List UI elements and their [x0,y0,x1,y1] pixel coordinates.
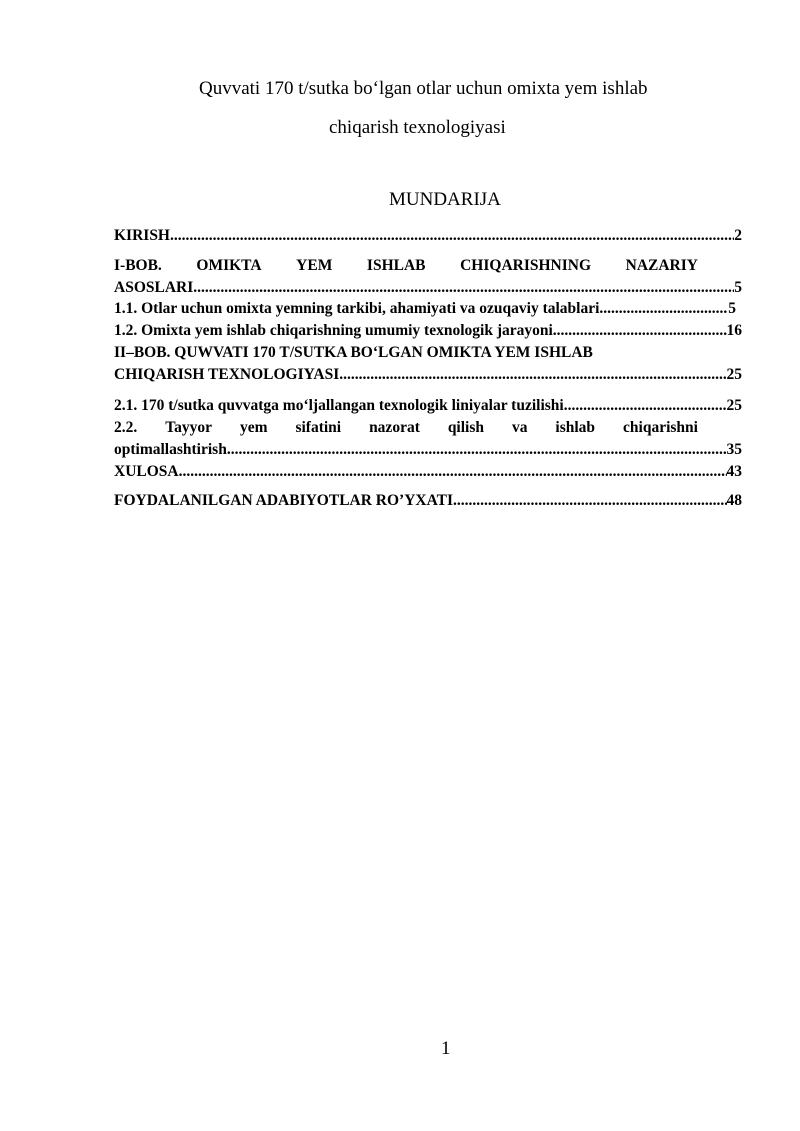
toc-leader-dots [170,225,734,247]
toc-word: nazorat [369,419,420,436]
toc-leader-dots [179,461,727,483]
toc-label: FOYDALANILGAN ADABIYOTLAR RO’YXATI [114,492,454,509]
toc-entry-section-1-2[interactable] [114,320,742,342]
toc-word: Tayyor [165,419,212,436]
toc-label: CHIQARISH TEXNOLOGIYASI [114,366,340,383]
toc-label: 1.1. Otlar uchun omixta yemning tarkibi, ahamiyati va ozuqaviy talablari [114,300,600,317]
toc-word: 2.2. [114,419,138,436]
toc-leader-dots [453,490,726,512]
toc-leader-dots [193,277,734,299]
toc-word: sifatini [295,419,342,436]
toc-page-number: 43 [726,463,742,480]
toc-leader-dots [599,298,728,320]
toc-label: ASOSLARI [114,279,194,296]
toc-label: 2.1. 170 t/sutka quvvatga mo‘ljallangan texnologik liniyalar tuzilishi [114,397,564,414]
toc-label: 1.2. Omixta yem ishlab chiqarishning umumiy texnologik jarayoni [114,322,553,339]
toc-entry-section-1-1[interactable] [114,298,736,320]
toc-entry-chapter-2[interactable] [114,342,742,386]
toc-entry-kirish[interactable] [114,225,742,247]
toc-word: ISHLAB [366,257,426,274]
toc-word: CHIQARISHNING [460,257,592,274]
toc-entry-section-2-2[interactable] [114,417,742,461]
toc-entry-chapter-1[interactable] [114,255,742,299]
toc-page-number: 5 [728,300,736,317]
toc-page-number: 25 [726,397,742,414]
toc-leader-dots [339,364,726,386]
toc-word: chiqarishni [623,419,698,436]
page-number: 1 [441,1038,451,1059]
toc-word: va [511,419,528,436]
toc-word: ishlab [555,419,596,436]
toc-leader-dots [553,320,727,342]
toc-page-number: 2 [734,227,742,244]
toc-entry-references[interactable] [114,490,742,512]
toc-label: II–BOB. QUWVATI 170 T/SUTKA BO‘LGAN OMIKTA YEM ISHLAB [114,344,593,361]
toc-word: NAZARIY [625,257,698,274]
toc-page-number: 5 [734,279,742,296]
document-title-line-1: Quvvati 170 t/sutka bo‘lgan otlar uchun omixta yem ishlab [199,78,648,99]
toc-word: yem [239,419,268,436]
toc-page-number: 25 [726,366,742,383]
document-title-line-2: chiqarish texnologiyasi [329,117,506,138]
toc-label: optimallashtirish [114,441,227,458]
toc-entry-xulosa[interactable] [114,461,742,483]
toc-word: YEM [296,257,333,274]
toc-label: XULOSA [114,463,179,480]
toc-entry-section-2-1[interactable] [114,395,742,417]
toc-word: OMIKTA [196,257,262,274]
toc-leader-dots [227,439,727,461]
toc-word: qilish [447,419,485,436]
toc-heading: MUNDARIJA [389,189,501,210]
toc-page-number: 16 [726,322,742,339]
toc-label: KIRISH [114,227,170,244]
toc-leader-dots [564,395,727,417]
toc-word: I-BOB. [114,257,162,274]
toc-page-number: 35 [726,441,742,458]
toc-page-number: 48 [726,492,742,509]
